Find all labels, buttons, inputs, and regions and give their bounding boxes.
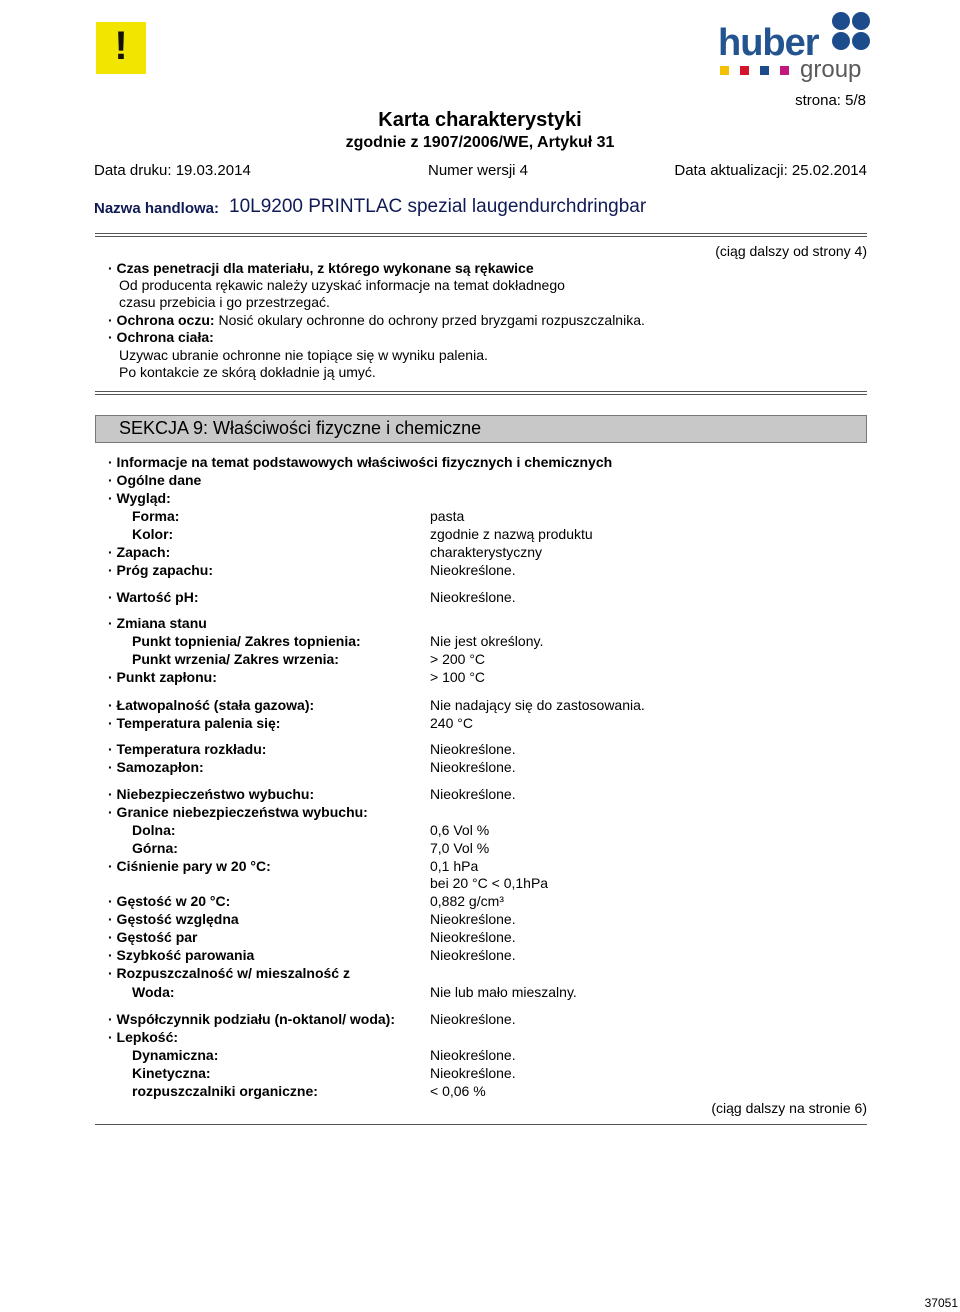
- property-label: · Samozapłon:: [108, 759, 204, 775]
- trade-name: 10L9200 PRINTLAC spezial laugendurchdringbar: [229, 196, 647, 217]
- property-value: pasta: [430, 508, 465, 524]
- property-value: bei 20 °C < 0,1hPa: [430, 875, 549, 891]
- property-value: 0,882 g/cm³: [430, 893, 504, 909]
- gloves-penetration-label: · Czas penetracji dla materiału, z którego wykonane są rękawice: [108, 260, 534, 276]
- property-label: · Zmiana stanu: [108, 615, 207, 631]
- property-value: Nieokreślone.: [430, 786, 516, 802]
- section-9-title: SEKCJA 9: Właściwości fizyczne i chemiczne: [119, 418, 482, 438]
- property-label: Punkt wrzenia/ Zakres wrzenia:: [132, 651, 339, 667]
- property-label: Kolor:: [132, 526, 174, 542]
- property-value: charakterystyczny: [430, 544, 543, 560]
- body-protection-line1: Uzywac ubranie ochronne nie topiące się w wyniku palenia.: [119, 347, 488, 363]
- property-value: 0,6 Vol %: [430, 822, 490, 838]
- property-label: Kinetyczna:: [132, 1065, 211, 1081]
- property-label: · Punkt zapłonu:: [108, 669, 217, 685]
- update-date: Data aktualizacji: 25.02.2014: [674, 162, 867, 179]
- logo-petal-shape: [852, 12, 870, 30]
- gloves-text-line1: Od producenta rękawic należy uzyskać informacje na temat dokładnego: [119, 277, 565, 293]
- property-label: · Temperatura palenia się:: [108, 715, 281, 731]
- property-label: · Temperatura rozkładu:: [108, 741, 267, 757]
- property-value: > 100 °C: [430, 669, 486, 685]
- body-protection-label: · Ochrona ciała:: [108, 329, 214, 345]
- property-value: zgodnie z nazwą produktu: [430, 526, 593, 542]
- print-date: Data druku: 19.03.2014: [94, 162, 251, 179]
- logo-square-blue: [760, 66, 769, 75]
- version-number: Numer wersji 4: [428, 162, 529, 179]
- property-label: · Lepkość:: [108, 1029, 179, 1045]
- property-label: · Próg zapachu:: [108, 562, 214, 578]
- property-label: · Rozpuszczalność w/ mieszalność z: [108, 965, 350, 981]
- property-label: Punkt topnienia/ Zakres topnienia:: [132, 633, 361, 649]
- huber-group-logo: [716, 10, 872, 84]
- property-value: Nieokreślone.: [430, 929, 516, 945]
- page-number: strona: 5/8: [795, 92, 866, 109]
- property-label: · Gęstość par: [108, 929, 198, 945]
- property-label: · Współczynnik podziału (n-oktanol/ woda):: [108, 1011, 395, 1027]
- property-value: Nieokreślone.: [430, 947, 516, 963]
- property-label: · Ciśnienie pary w 20 °C:: [108, 858, 271, 874]
- header-divider: [95, 233, 867, 237]
- property-label: Dynamiczna:: [132, 1047, 219, 1063]
- warning-icon: !: [96, 22, 146, 74]
- property-value: Nie lub mało mieszalny.: [430, 984, 577, 1000]
- property-label: · Gęstość względna: [108, 911, 239, 927]
- property-label: rozpuszczalniki organiczne:: [132, 1083, 318, 1099]
- logo-petal-shape: [852, 32, 870, 50]
- logo-square-red: [740, 66, 749, 75]
- property-label: · Granice niebezpieczeństwa wybuchu:: [108, 804, 368, 820]
- property-value: Nieokreślone.: [430, 759, 516, 775]
- property-value: < 0,06 %: [430, 1083, 486, 1099]
- property-value: Nieokreślone.: [430, 589, 516, 605]
- property-value: Nieokreślone.: [430, 562, 516, 578]
- continued-to-note: (ciąg dalszy na stronie 6): [711, 1100, 867, 1116]
- property-value: Nieokreślone.: [430, 1011, 516, 1027]
- property-label: · Wartość pH:: [108, 589, 199, 605]
- logo-petal-shape: [832, 32, 850, 50]
- section-divider: [95, 391, 867, 395]
- property-label: · Niebezpieczeństwo wybuchu:: [108, 786, 315, 802]
- document-id: 37051: [924, 1296, 958, 1310]
- document-subtitle: zgodnie z 1907/2006/WE, Artykuł 31: [345, 134, 615, 151]
- property-value: > 200 °C: [430, 651, 486, 667]
- property-value: Nie nadający się do zastosowania.: [430, 697, 645, 713]
- property-label: · Szybkość parowania: [108, 947, 255, 963]
- gloves-text-line2: czasu przebicia i go przestrzegać.: [119, 294, 330, 310]
- section-9-header: [95, 415, 867, 443]
- logo-word-group: group: [800, 56, 862, 83]
- property-value: Nie jest określony.: [430, 633, 544, 649]
- property-label: · Ogólne dane: [108, 472, 202, 488]
- trade-name-label: Nazwa handlowa:: [94, 200, 220, 217]
- property-label: Górna:: [132, 840, 178, 856]
- property-label: · Łatwopalność (stała gazowa):: [108, 697, 315, 713]
- property-value: Nieokreślone.: [430, 911, 516, 927]
- document-title: Karta charakterystyki: [378, 109, 582, 131]
- continued-from-note: (ciąg dalszy od strony 4): [715, 243, 867, 259]
- eye-protection-label: · Ochrona oczu:: [108, 312, 215, 328]
- logo-square-magenta: [780, 66, 789, 75]
- property-value: Nieokreślone.: [430, 1065, 516, 1081]
- property-value: 7,0 Vol %: [430, 840, 490, 856]
- body-protection-line2: Po kontakcie ze skórą dokładnie ją umyć.: [119, 364, 376, 380]
- logo-square-yellow: [720, 66, 729, 75]
- property-label: Dolna:: [132, 822, 176, 838]
- property-value: Nieokreślone.: [430, 1047, 516, 1063]
- property-value: 0,1 hPa: [430, 858, 479, 874]
- property-value: 240 °C: [430, 715, 473, 731]
- logo-word-huber: huber: [718, 22, 819, 64]
- logo-petal-shape: [832, 12, 850, 30]
- property-value: Nieokreślone.: [430, 741, 516, 757]
- footer-divider: [95, 1124, 867, 1125]
- property-label: · Zapach:: [108, 544, 171, 560]
- eye-protection-text: Nosić okulary ochronne do ochrony przed bryzgami rozpuszczalnika.: [218, 312, 645, 328]
- property-label: · Informacje na temat podstawowych właściwości fizycznych i chemicznych: [108, 454, 613, 470]
- property-label: Forma:: [132, 508, 180, 524]
- property-label: · Wygląd:: [108, 490, 171, 506]
- property-label: Woda:: [132, 984, 175, 1000]
- eye-protection: [108, 312, 645, 328]
- property-label: · Gęstość w 20 °C:: [108, 893, 231, 909]
